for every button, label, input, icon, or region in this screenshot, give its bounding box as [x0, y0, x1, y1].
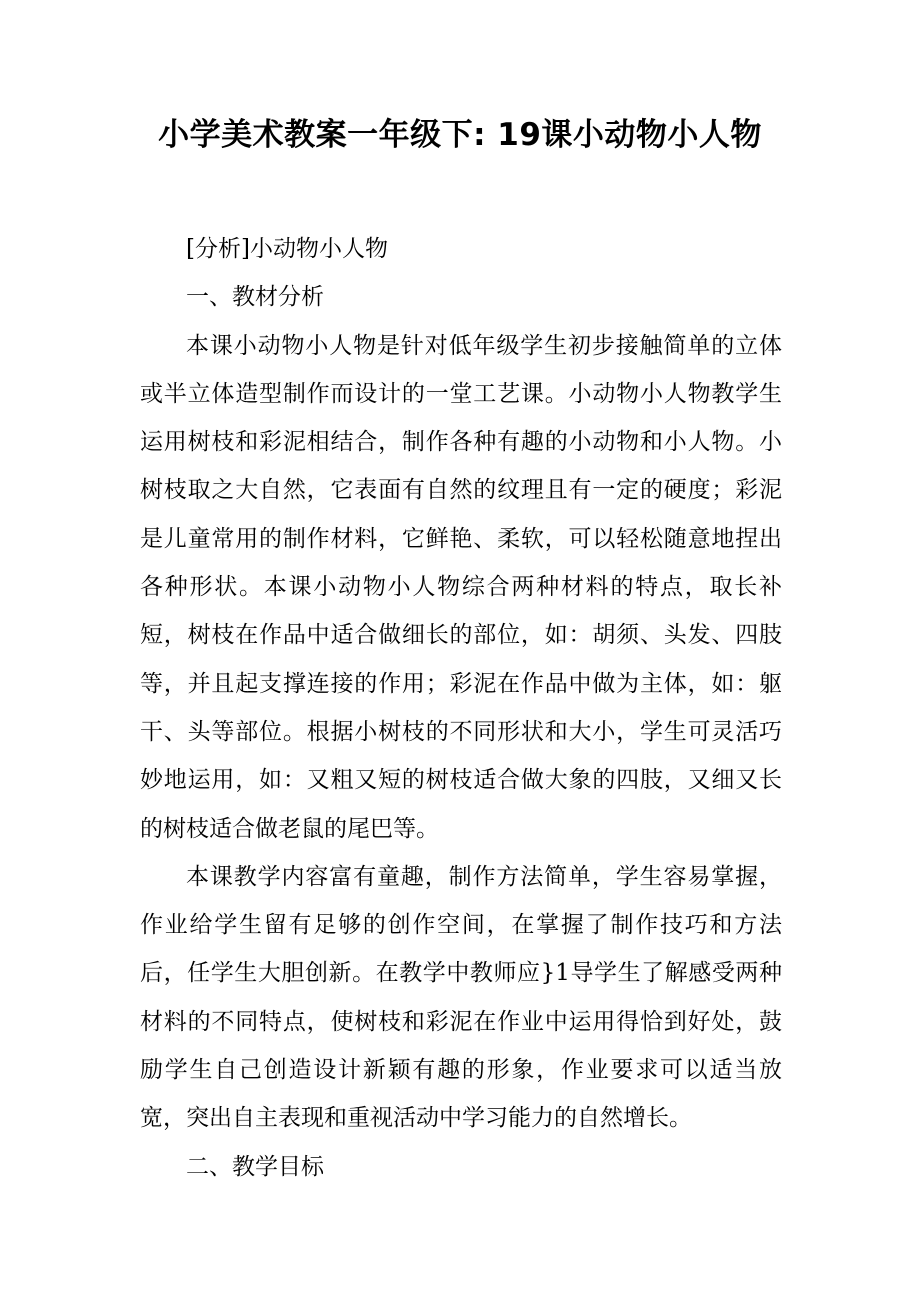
paragraph-analysis-heading: [分析]小动物小人物 [186, 236, 388, 262]
section-heading-material-analysis: 一、教材分析 [186, 284, 324, 311]
section-heading-teaching-goals: 二、教学目标 [186, 1153, 324, 1180]
paragraph-material-analysis: 本课小动物小人物是针对低年级学生初步接触简单的立体或半立体造型制作而设计的一堂工艺课。小动物小人物教学生运用树枝和彩泥相结合，制作各种有趣的小动物和小人物。小树枝取之大自然，它表面有自然的纹理且有一定的硬度；彩泥是儿童常用的制作材料，它鲜艳、柔软，可以轻松随意地捏出各种形状。本课小动物小人物综合两种材料的特点，取长补短，树枝在作品中适合做细长的部位，如：胡须、头发、四肢等，并且起支撑连接的作用；彩泥在作品中做为主体，如：躯干、头等部位。根据小树枝的不同形状和大小，学生可灵活巧妙地运用，如：又粗又短的树枝适合做大象的四肢，又细又长的树枝适合做老鼠的尾巴等。 [140, 332, 782, 842]
document-body [140, 225, 782, 1191]
paragraph-teaching-content: 本课教学内容富有童趣，制作方法简单，学生容易掌握，作业给学生留有足够的创作空间，在掌握了制作技巧和方法后，任学生大胆创新。在教学中教师应}1导学生了解感受两种材料的不同特点，使树枝和彩泥在作业中运用得恰到好处，鼓励学生自己创造设计新颖有趣的形象，作业要求可以适当放宽，突出自主表现和重视活动中学习能力的自然增长。 [140, 863, 782, 1132]
document-title: 小学美术教案一年级下: 19课小动物小人物 [158, 117, 762, 153]
